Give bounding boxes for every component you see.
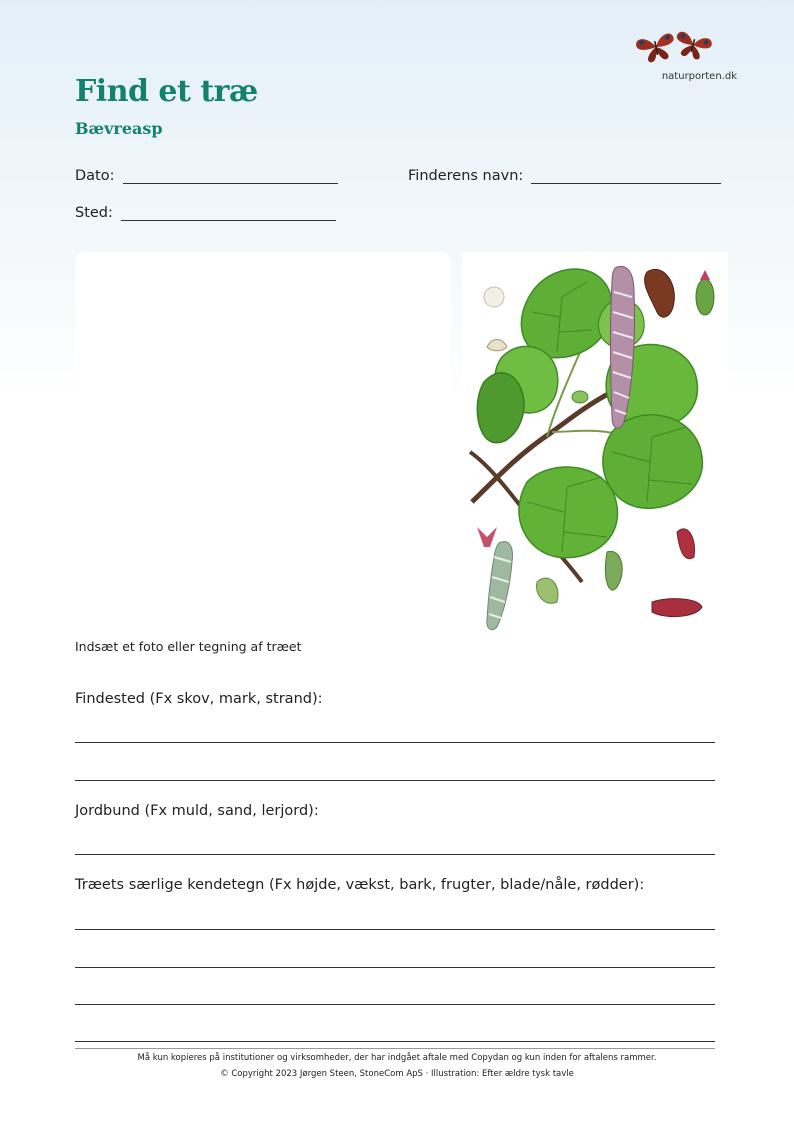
footer-license: Må kun kopieres på institutioner og virksomheder, der har indgået aftale med Copydan og kun inden for aftalens rammer. <box>137 1053 657 1063</box>
site-name: naturporten.dk <box>661 71 737 82</box>
finder-name-line[interactable] <box>531 169 721 184</box>
answer-line[interactable] <box>75 742 715 743</box>
date-label: Dato: <box>75 168 115 184</box>
date-field[interactable] <box>75 168 338 184</box>
answer-line[interactable] <box>75 929 715 930</box>
place-label: Sted: <box>75 205 113 221</box>
question-jordbund: Jordbund (Fx muld, sand, lerjord): <box>75 803 319 819</box>
photo-placeholder[interactable] <box>75 252 451 626</box>
footer-divider <box>75 1048 715 1049</box>
place-field[interactable] <box>75 205 336 221</box>
answer-line[interactable] <box>75 1041 715 1042</box>
answer-line[interactable] <box>75 967 715 968</box>
answer-line[interactable] <box>75 1004 715 1005</box>
aspen-botanical-illustration <box>462 252 728 644</box>
answer-line[interactable] <box>75 854 715 855</box>
finder-name-field[interactable] <box>408 168 721 184</box>
question-findested: Findested (Fx skov, mark, strand): <box>75 691 323 707</box>
photo-caption: Indsæt et foto eller tegning af træet <box>75 639 302 654</box>
date-line[interactable] <box>123 169 338 184</box>
butterflies-icon <box>636 27 716 65</box>
question-kendetegn: Træets særlige kendetegn (Fx højde, vækst, bark, frugter, blade/nåle, rødder): <box>75 877 645 893</box>
answer-line[interactable] <box>75 780 715 781</box>
page-title: Find et træ <box>75 74 258 109</box>
finder-name-label: Finderens navn: <box>408 168 524 184</box>
place-line[interactable] <box>121 206 336 221</box>
footer-copyright: © Copyright 2023 Jørgen Steen, StoneCom ApS · Illustration: Efter ældre tysk tavle <box>220 1069 574 1079</box>
tree-name: Bævreasp <box>75 119 163 138</box>
